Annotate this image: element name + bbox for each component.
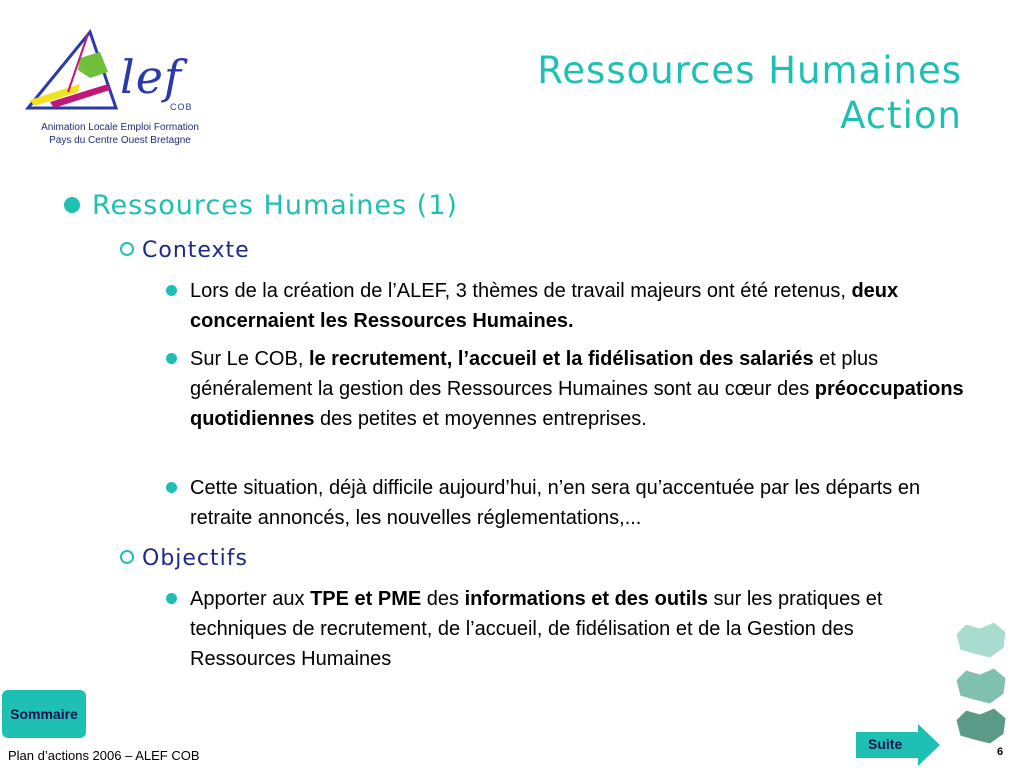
- subheading-contexte-text: Contexte: [142, 238, 250, 263]
- bullet-dot-icon: [166, 285, 177, 296]
- subheading-contexte: [120, 238, 250, 263]
- bullet-text: Cette situation, déjà difficile aujourd’hui, n’en sera qu’accentuée par les départs en retraite annoncés, les nouvelles réglementations,...: [190, 477, 921, 529]
- logo-tagline-2: Pays du Centre Ouest Bretagne: [49, 135, 191, 146]
- alef-logo: [20, 28, 220, 152]
- suite-label: Suite: [868, 736, 903, 752]
- logo-tagline-1: Animation Locale Emploi Formation: [41, 122, 199, 133]
- bullet-text: Sur Le COB, le recrutement, l’accueil et la fidélisation des salariés et plus généralement la gestion des Ressources Humaines sont au cœur des préoccupations quotidiennes des petites et moyennes entreprises.: [190, 348, 964, 430]
- title-line-1: Ressources Humaines: [537, 49, 962, 92]
- bullet-contexte-1: [166, 276, 956, 336]
- bullet-dot-icon: [166, 353, 177, 364]
- page-number: 6: [997, 746, 1004, 758]
- footer-text: Plan d’actions 2006 – ALEF COB: [8, 748, 200, 763]
- bullet-dot-icon: [64, 197, 80, 213]
- bullet-contexte-2: [166, 344, 966, 434]
- bullet-text: Apporter aux TPE et PME des informations et des outils sur les pratiques et techniques de recrutement, de l’accueil, de fidélisation et de la Gestion des Ressources Humaines: [190, 588, 883, 670]
- bullet-contexte-3: [166, 473, 966, 533]
- brittany-map-icons: [950, 620, 1010, 750]
- subheading-objectifs: [120, 546, 248, 571]
- bullet-dot-icon: [166, 482, 177, 493]
- bullet-objectifs-1: [166, 584, 956, 674]
- sommaire-button[interactable]: Sommaire: [2, 690, 86, 738]
- title-line-2: Action: [840, 94, 962, 137]
- suite-button[interactable]: [856, 724, 942, 766]
- slide-title: [322, 48, 962, 138]
- section-heading-text: Ressources Humaines (1): [92, 190, 458, 221]
- bullet-dot-icon: [166, 593, 177, 604]
- section-heading: [64, 190, 458, 221]
- logo-cob: COB: [170, 102, 193, 112]
- logo-wordmark: lef: [120, 50, 182, 104]
- ring-bullet-icon: [120, 242, 134, 256]
- subheading-objectifs-text: Objectifs: [142, 546, 248, 571]
- bullet-text: Lors de la création de l’ALEF, 3 thèmes de travail majeurs ont été retenus, deux concernaient les Ressources Humaines.: [190, 280, 899, 332]
- ring-bullet-icon: [120, 550, 134, 564]
